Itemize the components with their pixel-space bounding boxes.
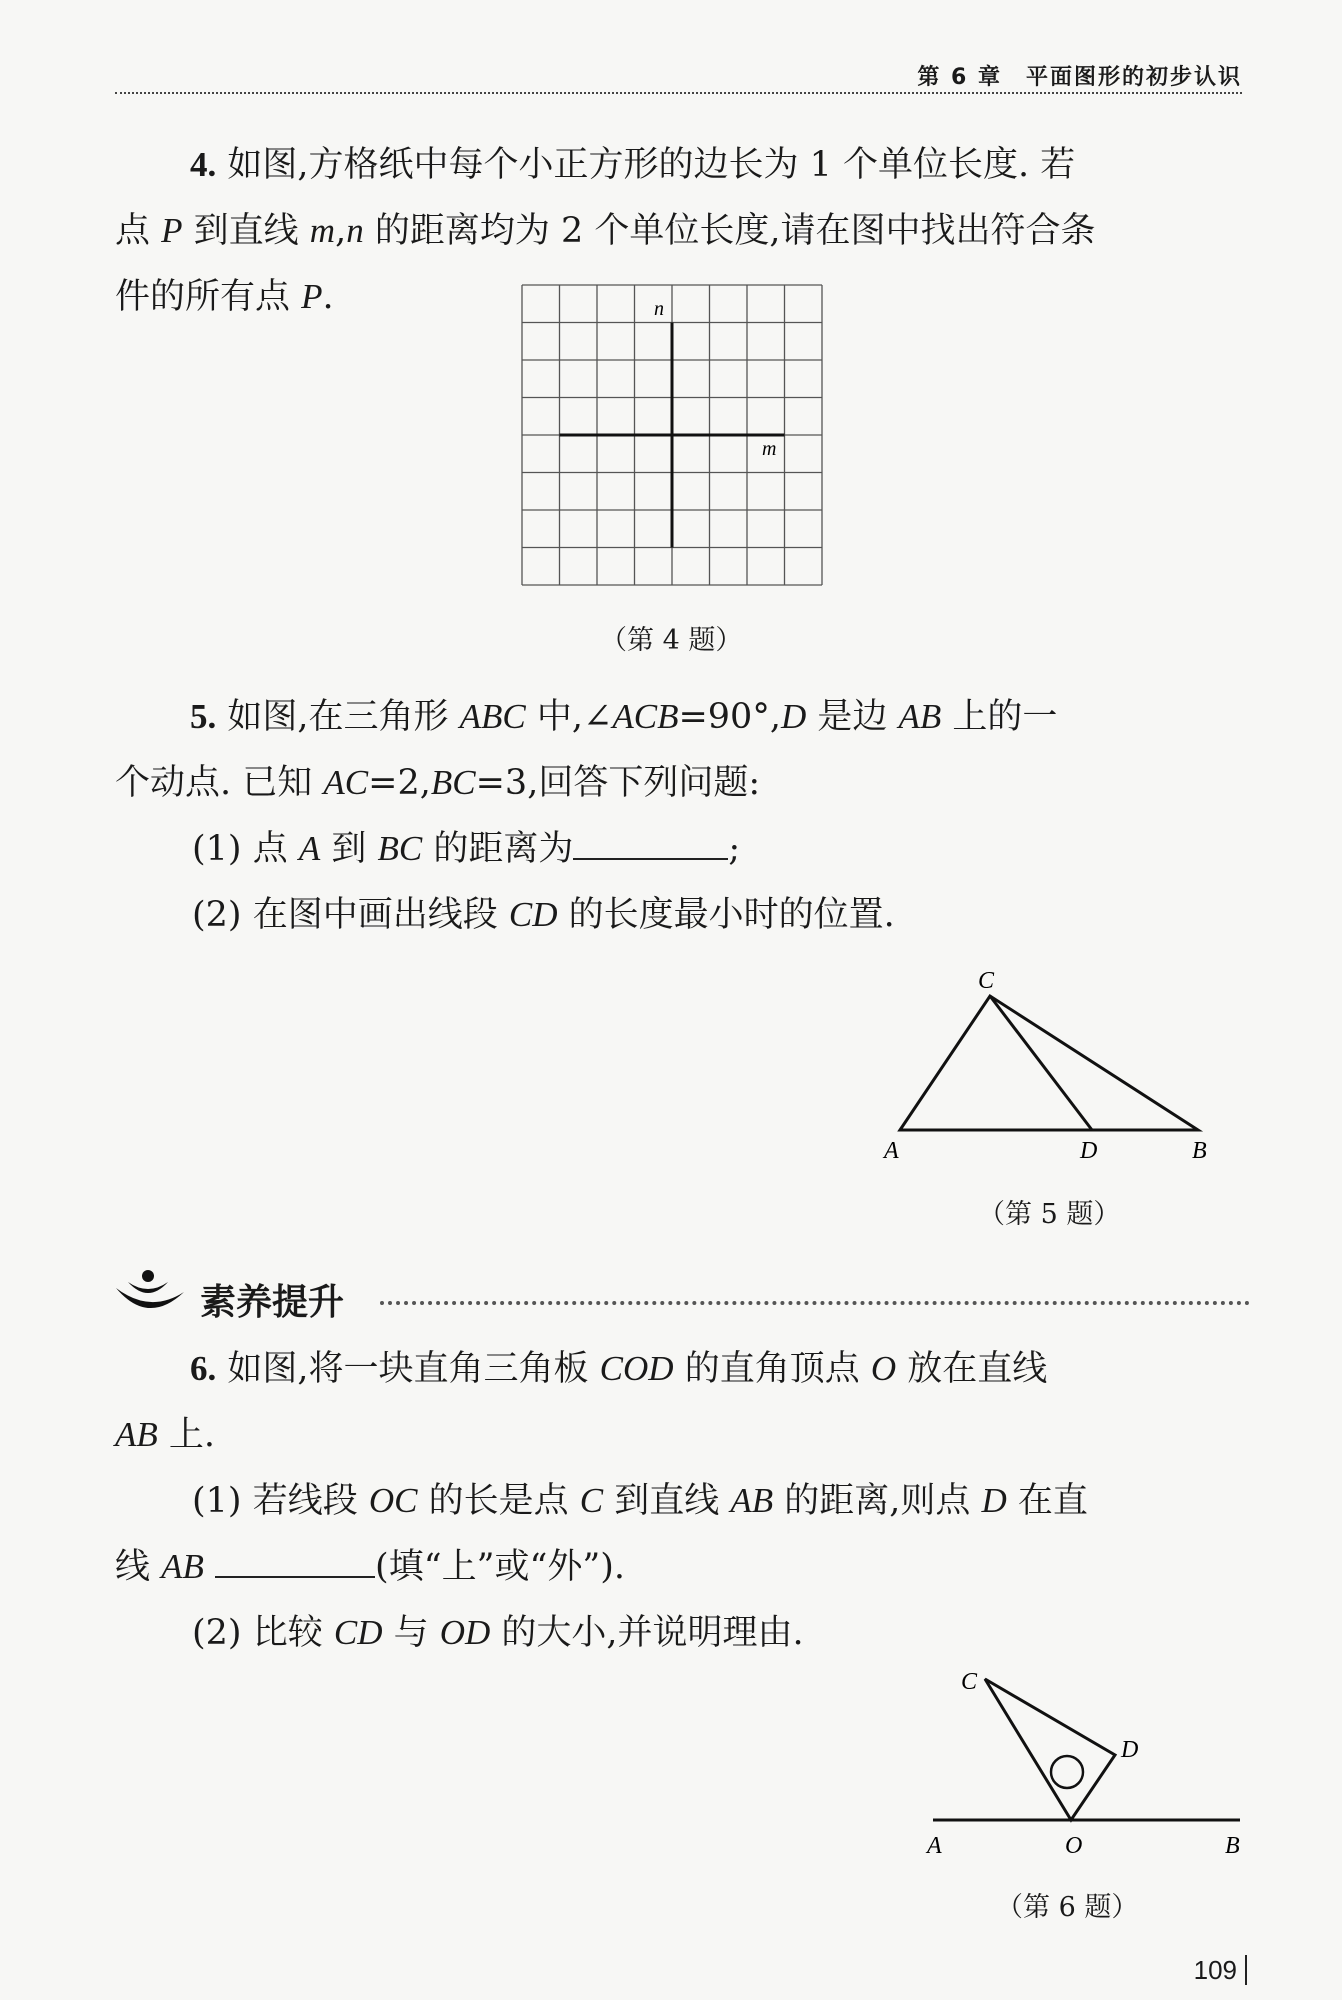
q4-line3: 件的所有点 P.: [115, 277, 334, 317]
q5-triangle-figure: [870, 960, 1230, 1160]
q6-caption: （第 6 题）: [996, 1892, 1139, 1923]
q5-caption: （第 5 题）: [978, 1199, 1121, 1230]
header-divider: [115, 92, 1242, 94]
label-b: B: [1225, 1833, 1240, 1859]
segment-cd: [990, 996, 1092, 1130]
label-n: n: [654, 298, 664, 320]
q6-sub1: (1) 若线段 OC 的长是点 C 到直线 AB 的距离,则点 D 在直: [192, 1481, 1088, 1521]
q6-line1: 6. 如图,将一块直角三角板 COD 的直角顶点 O 放在直线: [190, 1349, 1048, 1389]
q4-caption: （第 4 题）: [600, 625, 743, 656]
q5-line2: 个动点. 已知 AC=2,BC=3,回答下列问题:: [115, 763, 761, 803]
q5-line1: 5. 如图,在三角形 ABC 中,∠ACB=90°,D 是边 AB 上的一: [190, 697, 1058, 737]
set-square-cod: [985, 1679, 1115, 1820]
section-swoosh-icon: [110, 1268, 190, 1328]
q4-line1: 4. 如图,方格纸中每个小正方形的边长为 1 个单位长度. 若: [190, 145, 1076, 185]
q6-sub2: (2) 比较 CD 与 OD 的大小,并说明理由.: [192, 1613, 804, 1653]
q6-number: 6.: [190, 1349, 217, 1388]
q5-sub1: (1) 点 A 到 BC 的距离为 ;: [192, 829, 741, 869]
chapter-header: 第 6 章 平面图形的初步认识: [917, 65, 1242, 90]
q6-line2: AB 上.: [115, 1415, 216, 1455]
label-a: A: [884, 1138, 899, 1160]
page-number: 109: [1194, 1955, 1247, 1985]
q5-answer-blank[interactable]: [573, 828, 728, 860]
section-title: 素养提升: [200, 1282, 345, 1323]
section-header: [110, 1268, 1250, 1328]
label-a: A: [927, 1833, 942, 1859]
q6-triangle-figure: [915, 1665, 1255, 1865]
q4-grid-figure: [520, 283, 830, 593]
q4-number: 4.: [190, 145, 217, 184]
label-d: D: [1080, 1138, 1098, 1160]
label-o: O: [1065, 1833, 1083, 1859]
set-square-hole: [1051, 1756, 1083, 1788]
label-c: C: [978, 968, 995, 994]
q5-number: 5.: [190, 697, 217, 736]
label-c: C: [961, 1669, 978, 1695]
q6-answer-blank[interactable]: [215, 1546, 375, 1578]
q5-sub2: (2) 在图中画出线段 CD 的长度最小时的位置.: [192, 895, 895, 935]
q6-sub1-cont: 线 AB (填“上”或“外”).: [115, 1547, 626, 1587]
label-m: m: [762, 438, 777, 460]
label-d: D: [1121, 1737, 1139, 1763]
triangle-abc: [900, 996, 1198, 1130]
label-b: B: [1192, 1138, 1207, 1160]
q4-line2: 点 P 到直线 m,n 的距离均为 2 个单位长度,请在图中找出符合条: [115, 211, 1096, 251]
section-dotted-rule: [380, 1301, 1250, 1305]
